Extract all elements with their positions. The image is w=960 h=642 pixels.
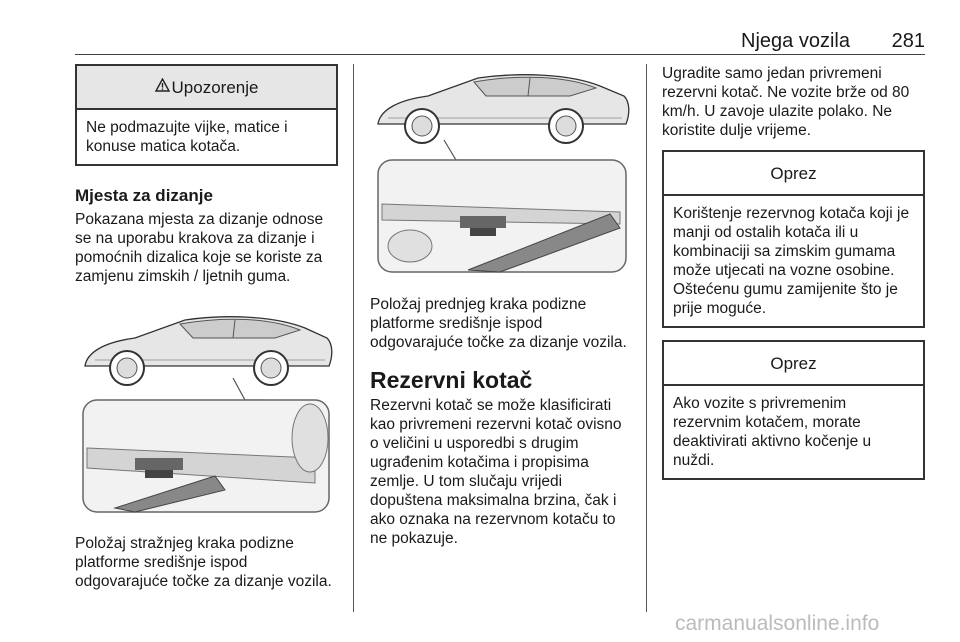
section-heading: Mjesta za dizanje bbox=[75, 186, 213, 205]
figure-caption: Položaj prednjeg kraka podizne platforme središnje ispod odgovarajuće točke za dizanje vozila. bbox=[370, 296, 627, 351]
section-heading: Rezervni kotač bbox=[370, 367, 533, 393]
column-left bbox=[75, 64, 338, 591]
caution-text: Korištenje rezervnog kotača koji je manji od ostalih kotača ili u kombinaciji sa zimskim gumama može utjecati na vozne osobine. Oštećenu gumu zamijenite što je prije moguće. bbox=[673, 205, 910, 317]
warning-box-header bbox=[77, 66, 336, 110]
column-divider bbox=[646, 64, 647, 612]
warning-triangle-icon bbox=[155, 78, 170, 97]
intro-paragraph: Pokazana mjesta za dizanje odnose se na uporabu krakova za dizanje i pomoćnih dizalica koje se koriste za zamjenu zimskih / ljetnih guma. bbox=[75, 211, 324, 285]
column-divider bbox=[353, 64, 354, 612]
caution-box-header: Oprez bbox=[664, 152, 923, 196]
column-right bbox=[662, 64, 925, 480]
caution-text: Ako vozite s privremenim rezervnim kotačem, morate deaktivirati aktivno kočenje u nuždi. bbox=[673, 395, 872, 469]
caution-box-header: Oprez bbox=[664, 342, 923, 386]
figure-caption: Položaj stražnjeg kraka podizne platforme središnje ispod odgovarajuće točke za dizanje vozila. bbox=[75, 535, 332, 590]
warning-text: Ne podmazujte vijke, matice i konuse matica kotača. bbox=[86, 119, 288, 155]
column-middle bbox=[370, 64, 634, 548]
spare-wheel-paragraph: Rezervni kotač se može klasificirati kao privremeni rezervni kotač ovisno o veličini u usporedbi s drugim ugrađenim kotačima i propisima zemlje. U tom slučaju vrijedi dopuštena maksimalna brzina, čak i ako oznaka na rezervnom kotaču to ne pokazuje. bbox=[370, 397, 622, 547]
section-title: Njega vozila bbox=[741, 30, 850, 52]
page-header bbox=[75, 30, 925, 55]
warning-title: Upozorenje bbox=[171, 77, 259, 97]
warning-box bbox=[75, 64, 338, 166]
watermark: carmanualsonline.info bbox=[675, 612, 880, 635]
rear-lift-illustration bbox=[75, 308, 338, 523]
caution-box bbox=[662, 150, 925, 328]
front-lift-illustration bbox=[370, 64, 634, 281]
caution-box bbox=[662, 340, 925, 480]
intro-paragraph: Ugradite samo jedan privremeni rezervni kotač. Ne vozite brže od 80 km/h. U zavoje ulazite polako. Ne koristite dulje vrijeme. bbox=[662, 65, 910, 139]
page-number: 281 bbox=[891, 30, 925, 52]
